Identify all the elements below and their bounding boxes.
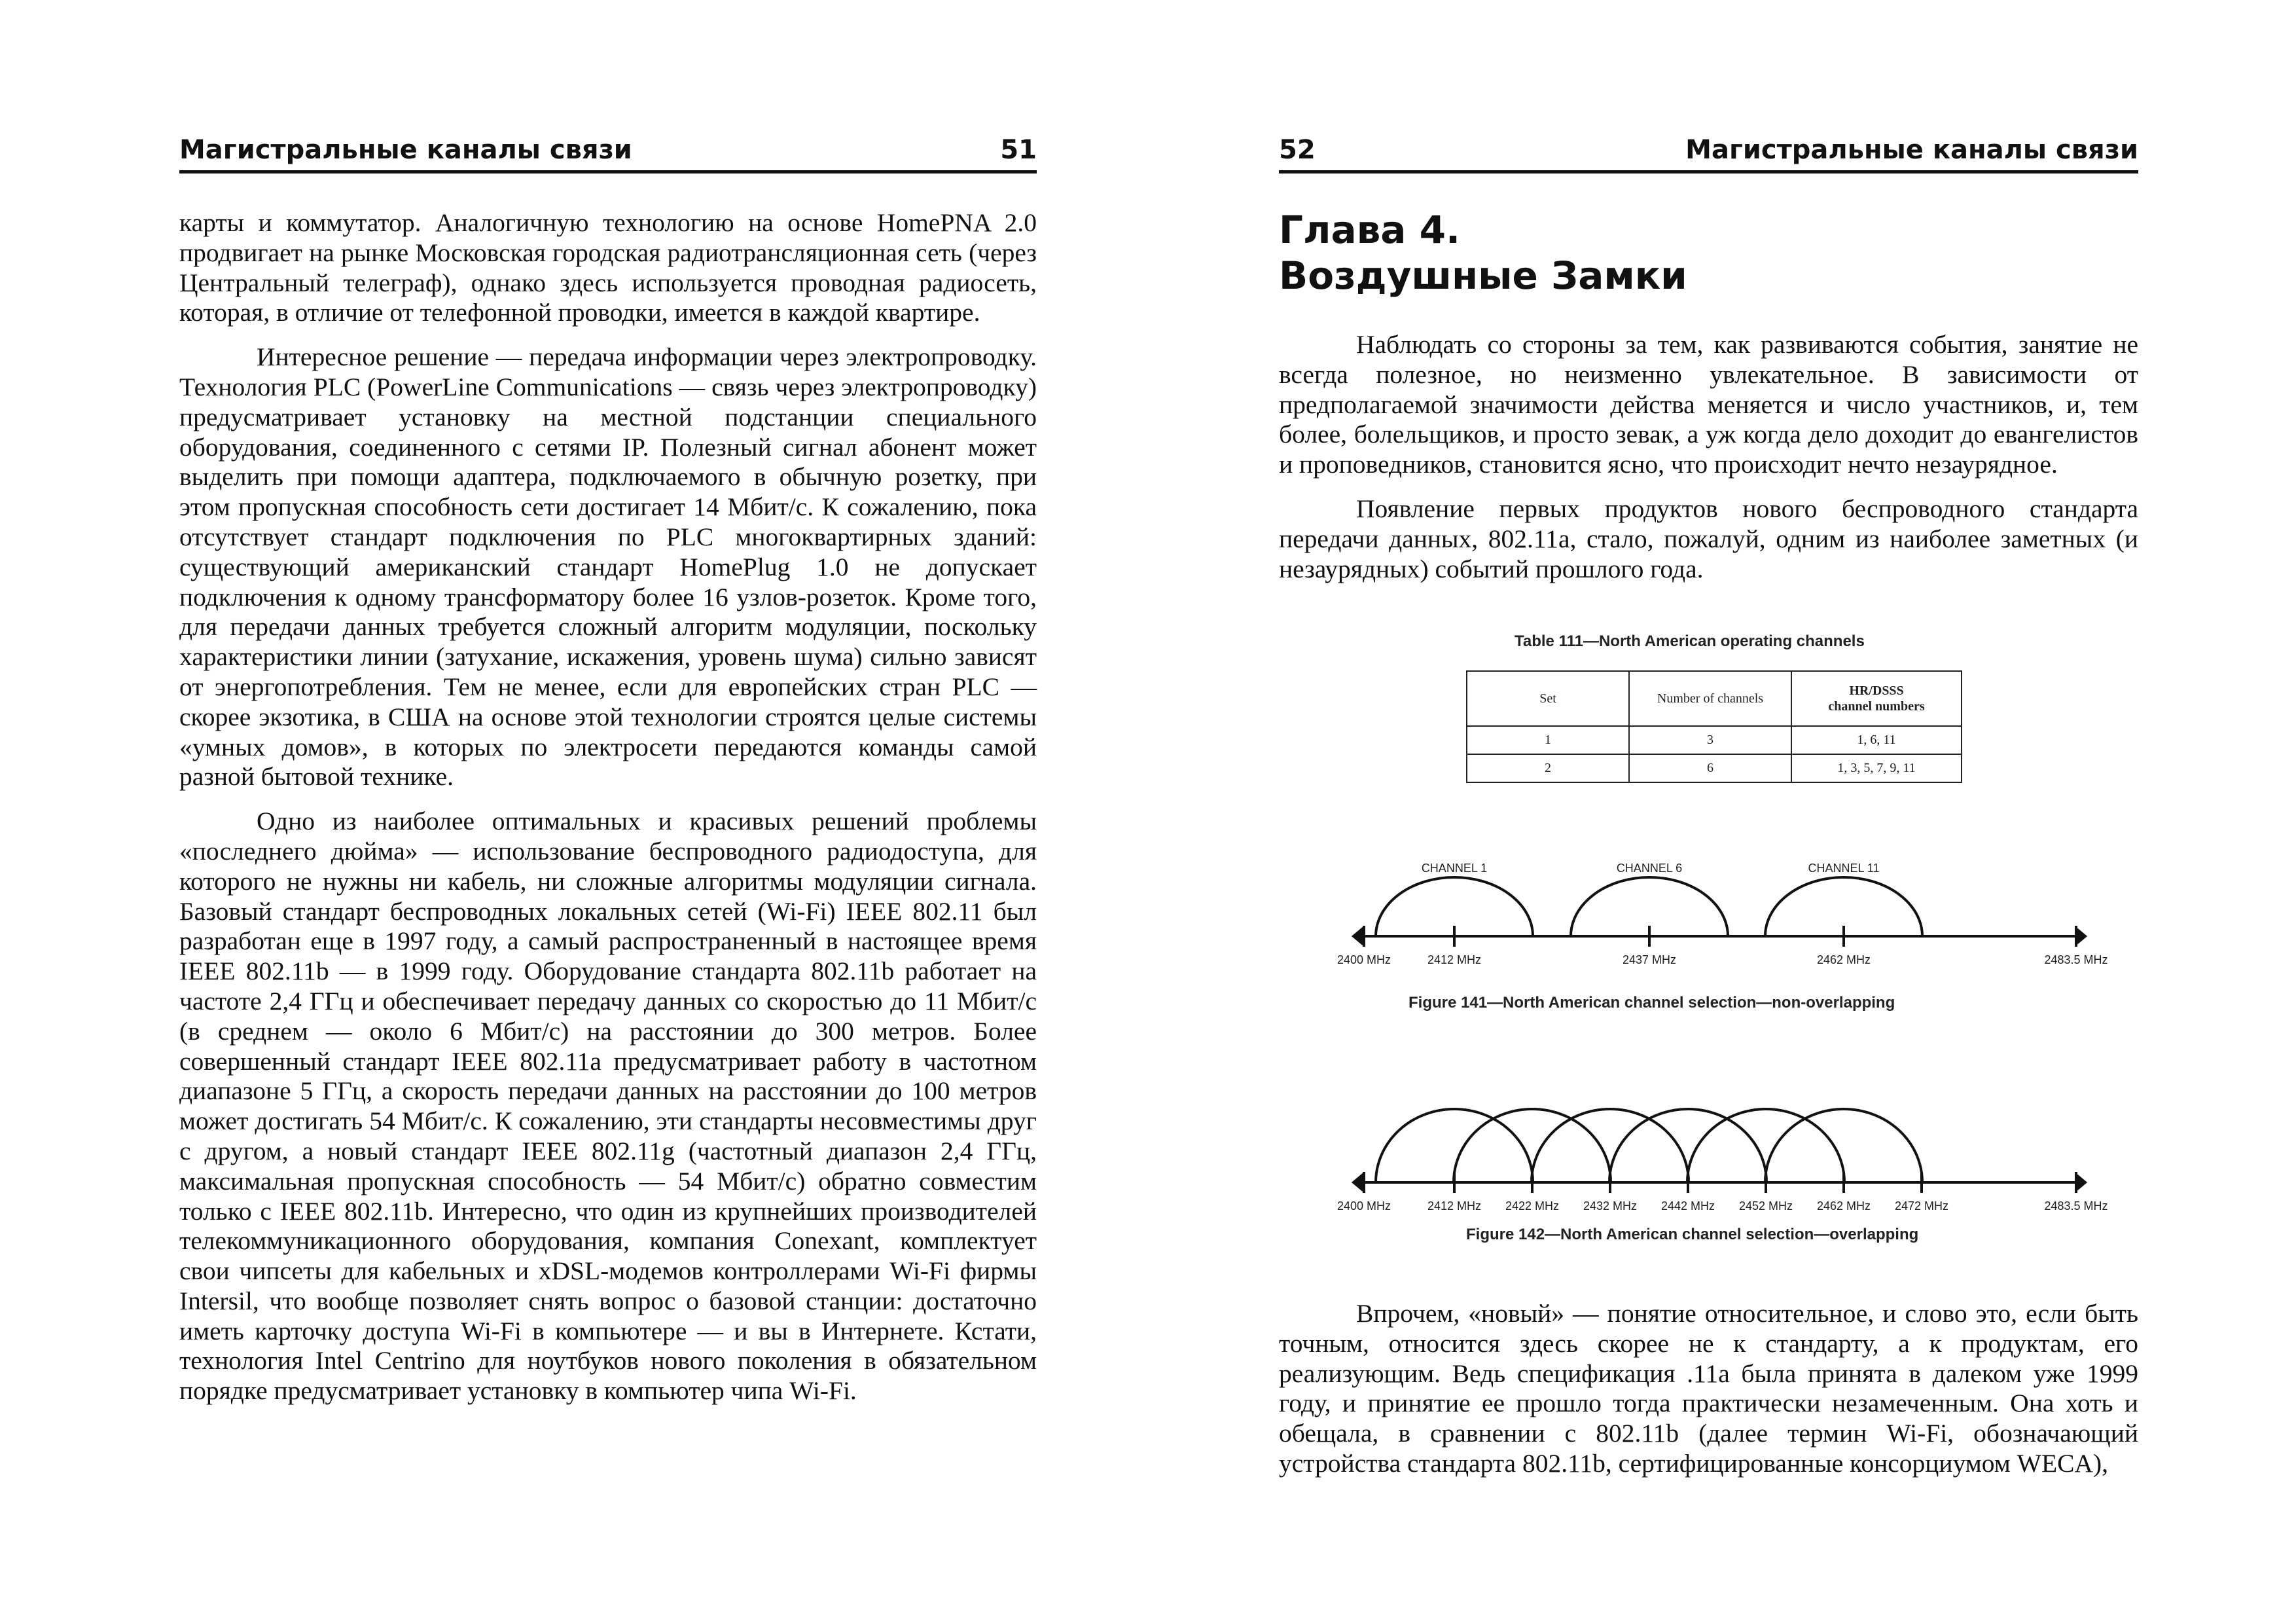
table-row [1467,726,1962,754]
frequency-label: 2400 MHz [1336,953,1391,966]
table-cell: 6 [1629,754,1791,782]
table-header-cell: HR/DSSS channel numbers [1791,671,1962,726]
paragraph: Интересное решение — передача информации через электропроводку. Технология PLC (PowerLine Communications — связь через электропроводку) предусматривает установку на местной подстанции специального оборудования, соединенного с сетями IP. Полезный сигнал абонент может выделить при помощи адаптера, подключаемого в обычную розетку, при этом пропускная способность сети достигает 14 Мбит/с. К сожалению, пока отсутствует стандарт подключения по PLC многоквартирных зданий: существующий американский стандарт HomePlug 1.0 не допускает подключения к одному трансформатору более 16 узлов-розеток. Кроме того, для передачи данных требуется сложный алгоритм модуляции, поскольку характеристики линии (затухание, искажения, уровень шума) сильно зависят от энергопотребления. Тем не менее, если для европейских стран PLC — скорее экзотика, в США на основе этой технологии строятся целые системы «умных домов», в которых по электросети передаются команды самой разной бытовой технике. [179,342,1037,792]
table-header-cell: Number of channels [1629,671,1791,726]
channel-label: CHANNEL 11 [1808,862,1880,875]
table-cell: 3 [1629,726,1791,754]
axis-arrow-left [1354,1176,1361,1189]
table-caption: Table 111—North American operating channels [1515,632,1865,650]
table-cell: 1, 6, 11 [1791,726,1962,754]
paragraph: Наблюдать со стороны за тем, как развиваются события, занятие не всегда полезное, но неизменно увлекательное. В зависимости от предполагаемой значимости действа меняется и число участников, и, тем более, болельщиков, и просто зевак, а уж когда дело доходит до евангелистов и проповедников, становится ясно, что происходит нечто незаурядное. [1279,330,2138,479]
frequency-label: 2442 MHz [1660,1199,1715,1213]
frequency-label: 2422 MHz [1505,1199,1560,1213]
axis-arrow-right [2077,930,2085,943]
frequency-label: 2462 MHz [1816,1199,1871,1213]
paragraph: Впрочем, «новый» — понятие относительное, и слово это, если быть точным, относится здесь скорее не к стандарту, а к продуктам, его реализующим. Ведь спецификация .11a была принята в далеком уже 1999 году, и принятие ее прошло тогда практически незамеченным. Она хоть и обещала, в сравнении с 802.11b (далее термин Wi-Fi, обозначающий устройства стандарта 802.11b, сертифицированные консорциумом WECA), [1279,1299,2138,1478]
running-title: Магистральные каналы связи [1685,135,2138,165]
table-cell: 2 [1467,754,1629,782]
chapter-number: Глава 4. [1279,208,1461,252]
left-page-header [179,130,1037,173]
channel-label: CHANNEL 1 [1421,862,1488,875]
frequency-label: 2452 MHz [1738,1199,1793,1213]
figure-142-caption: Figure 142—North American channel selection—overlapping [1466,1226,1919,1243]
page-number: 52 [1279,135,1316,165]
frequency-label: 2483.5 MHz [2044,953,2108,966]
right-page-header [1279,130,2138,173]
table-row [1467,754,1962,782]
frequency-label: 2432 MHz [1583,1199,1638,1213]
channel-label: CHANNEL 6 [1616,862,1683,875]
right-body-text-bottom [1279,1299,2138,1479]
figure-142-diagram [1148,1067,2296,1213]
running-title: Магистральные каналы связи [179,135,632,165]
axis-arrow-right [2077,1176,2085,1189]
frequency-label: 2400 MHz [1336,1199,1391,1213]
paragraph: Одно из наиболее оптимальных и красивых решений проблемы «последнего дюйма» — использование беспроводного радиодоступа, для которого не нужны ни кабель, ни сложные алгоритмы модуляции сигнала. Базовый стандарт беспроводных локальных сетей (Wi-Fi) IEEE 802.11 был разработан еще в 1997 году, а самый распространенный в настоящее время IEEE 802.11b — в 1999 году. Оборудование стандарта 802.11b работает на частоте 2,4 ГГц и обеспечивает передачу данных со скоростью до 11 Мбит/с (в среднем — около 6 Мбит/с) на расстоянии до 300 метров. Более совершенный стандарт IEEE 802.11a предусматривает работу в частотном диапазоне 5 ГГц, а скорость передачи данных на расстоянии до 100 метров может достигать 54 Мбит/с. К сожалению, эти стандарты несовместимы друг с другом, а новый стандарт IEEE 802.11g (частотный диапазон 2,4 ГГц, максимальная пропускная способность — 54 Мбит/с) обратно совместим только с IEEE 802.11b. Интересно, что один из крупнейших производителей телекоммуникационного оборудования, компания Conexant, комплектует свои чипсеты для кабельных и xDSL-модемов контроллерами Wi-Fi фирмы Intersil, что вообще позволяет снять вопрос о базовой станции: достаточно иметь карточку доступа Wi-Fi в компьютере — и вы в Интернете. Кстати, технология Intel Centrino для ноутбуков нового поколения в обязательном порядке предусматривает установку в компьютер чипа Wi-Fi. [179,807,1037,1406]
paragraph: Появление первых продуктов нового беспроводного стандарта передачи данных, 802.11a, стало, пожалуй, одним из наиболее заметных (и незаурядных) событий прошлого года. [1279,494,2138,583]
chapter-title [1279,207,2138,299]
frequency-label: 2437 MHz [1622,953,1677,966]
paragraph: карты и коммутатор. Аналогичную технологию на основе HomePNA 2.0 продвигает на рынке Московская городская радиотрансляционная сеть (через Центральный телеграф), однако здесь используется проводная радиосеть, которая, в отличие от телефонной проводки, имеется в каждой квартире. [179,208,1037,327]
frequency-label: 2483.5 MHz [2044,1199,2108,1213]
frequency-label: 2462 MHz [1816,953,1871,966]
table-cell: 1 [1467,726,1629,754]
left-body-text [179,208,1037,1406]
frequency-label: 2472 MHz [1894,1199,1949,1213]
chapter-name: Воздушные Замки [1279,253,1687,298]
page-number: 51 [1000,135,1037,165]
table-header-row [1467,671,1962,726]
figure-141-caption: Figure 141—North American channel selection—non-overlapping [1408,994,1895,1012]
right-page [1148,0,2296,1623]
axis-arrow-left [1354,930,1361,943]
right-body-text-top [1279,330,2138,584]
channels-table [1466,670,1962,783]
table-header-cell: Set [1467,671,1629,726]
frequency-label: 2412 MHz [1427,1199,1482,1213]
table-cell: 1, 3, 5, 7, 9, 11 [1791,754,1962,782]
frequency-label: 2412 MHz [1427,953,1482,966]
